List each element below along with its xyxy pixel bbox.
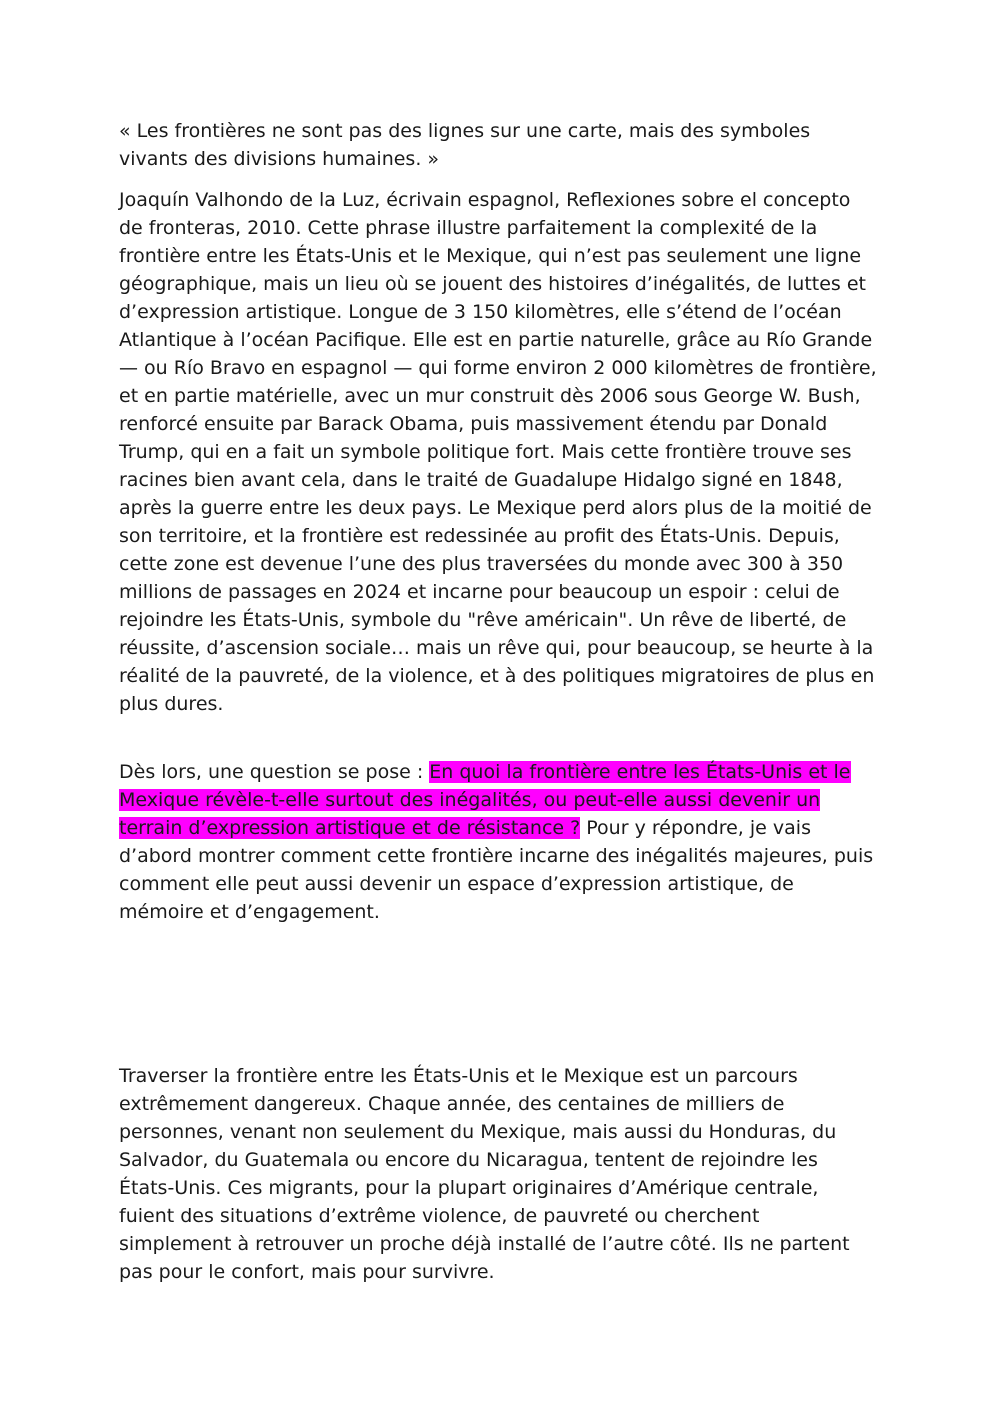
problem-lead: Dès lors, une question se pose : [119, 761, 430, 783]
opening-quote: « Les frontières ne sont pas des lignes sur une carte, mais des symboles vivants des divisions humaines. » [119, 120, 811, 170]
problem-paragraph [119, 758, 877, 926]
problem-rest: Pour y répondre, je vais d’abord montrer comment cette frontière incarne des inégalités majeures, puis comment elle peut aussi devenir un espace d’expression artistique, de mémoire et d’engagement. [119, 817, 874, 923]
highlighted-question: En quoi la frontière entre les États-Unis et le Mexique révèle-t-elle surtout des inégalités, ou peut-elle aussi devenir un terrain d’expression artistique et de résistance ? [119, 761, 851, 839]
intro-paragraph: Joaquín Valhondo de la Luz, écrivain espagnol, Reflexiones sobre el concepto de fronteras, 2010. Cette phrase illustre parfaitement la complexité de la frontière entre les États-Unis et le Mexique, qui n’est pas seulement une ligne géographique, mais un lieu où se jouent des histoires d’inégalités, de luttes et d’expression artistique. Longue de 3 150 kilomètres, elle s’étend de l’océan Atlantique à l’océan Pacifique. Elle est en partie naturelle, grâce au Río Grande — ou Río Bravo en espagnol — qui forme environ 2 000 kilomètres de frontière, et en partie matérielle, avec un mur construit dès 2006 sous George W. Bush, renforcé ensuite par Barack Obama, puis massivement étendu par Donald Trump, qui en a fait un symbole politique fort. Mais cette frontière trouve ses racines bien avant cela, dans le traité de Guadalupe Hidalgo signé en 1848, après la guerre entre les deux pays. Le Mexique perd alors plus de la moitié de son territoire, et la frontière est redessinée au profit des États-Unis. Depuis, cette zone est devenue l’une des plus traversées du monde avec 300 à 350 millions de passages en 2024 et incarne pour beaucoup un espoir : celui de rejoindre les États-Unis, symbole du "rêve américain". Un rêve de liberté, de réussite, d’ascension sociale… mais un rêve qui, pour beaucoup, se heurte à la réalité de la pauvreté, de la violence, et à des politiques migratoires de plus en plus dures. [119, 189, 877, 715]
section-paragraph: Traverser la frontière entre les États-Unis et le Mexique est un parcours extrêmement dangereux. Chaque année, des centaines de milliers de personnes, venant non seulement du Mexique, mais aussi du Honduras, du Salvador, du Guatemala ou encore du Nicaragua, tentent de rejoindre les États-Unis. Ces migrants, pour la plupart originaires d’Amérique centrale, fuient des situations d’extrême violence, de pauvreté ou cherchent simplement à retrouver un proche déjà installé de l’autre côté. Ils ne partent pas pour le confort, mais pour survivre. [119, 1065, 850, 1283]
